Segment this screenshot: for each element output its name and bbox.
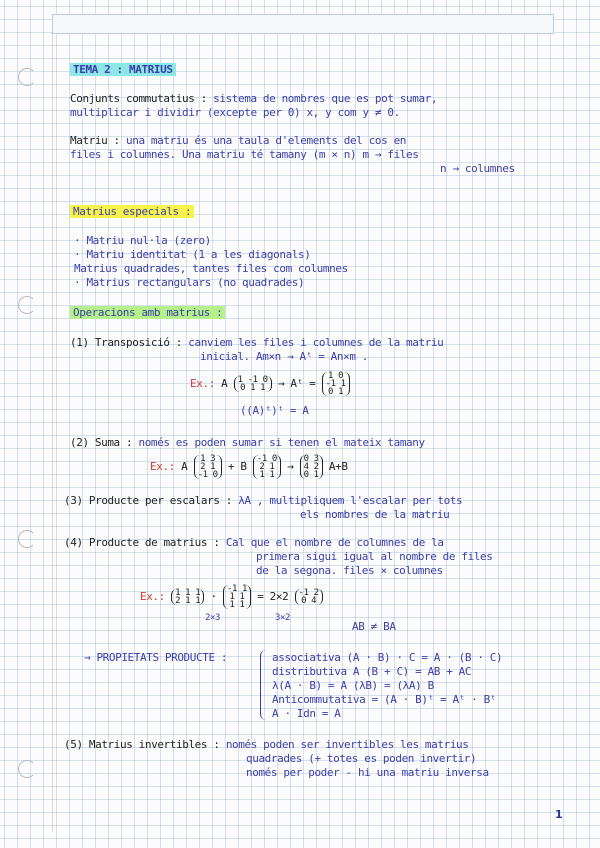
propietats-label: → PROPIETATS PRODUCTE : xyxy=(84,651,228,664)
property-item: distributiva A (B + C) = AB + AC xyxy=(272,665,472,678)
matrix-sum: 0 3 4 2 0 1 xyxy=(300,455,323,479)
properties-brace xyxy=(260,650,269,720)
producte-line-2: primera sigui igual al nombre de files xyxy=(256,550,493,563)
producte-example: Ex.: 1 1 1 2 1 1 · -1 1 1 1 1 1 = 2×2 -1 2 0 4 xyxy=(140,585,323,609)
especials-heading: Matrius especials : xyxy=(70,205,194,218)
escalar-line-1: (3) Producte per escalars : λA , multipliquem l'escalar per tots xyxy=(64,494,463,507)
binder-hole xyxy=(18,296,36,314)
matrix-a-dim: 2×3 xyxy=(205,613,221,623)
invertibles-line-3: només per poder - hi una matriu inversa xyxy=(246,766,489,779)
property-item: associativa (A · B) · C = A · (B · C) xyxy=(272,651,503,664)
especials-item: Matrius quadrades, tantes files com columnes xyxy=(74,262,348,275)
transposicio-line-1: (1) Transposició : canviem les files i columnes de la matriu xyxy=(70,336,444,349)
matrix-a: 1 3 2 1 -1 0 xyxy=(194,455,222,479)
matriu-line-2: files i columnes. Una matriu té tamany (m × n) m → files xyxy=(70,148,419,161)
margin-line xyxy=(52,32,53,832)
especials-item: · Matriu nul·la (zero) xyxy=(74,234,211,247)
non-commutative-note: AB ≠ BA xyxy=(352,620,396,633)
escalar-line-2: els nombres de la matriu xyxy=(300,508,450,521)
property-item: λ(A · B) = A (λB) = (λA) B xyxy=(272,679,434,692)
suma-example: Ex.: A 1 3 2 1 -1 0 + B -1 0 2 1 1 1 → 0 3 4 2 0 1 A+B xyxy=(150,454,348,480)
matriu-line-1: Matriu : una matriu és una taula d'elements del cos en xyxy=(70,134,407,147)
conjunts-line-1: Conjunts commutatius : sistema de nombres que es pot sumar, xyxy=(70,92,438,105)
matrix-b: -1 1 1 1 1 1 xyxy=(223,585,251,609)
matriu-line-3: n → columnes xyxy=(440,162,515,175)
matrix-b: -1 0 2 1 1 1 xyxy=(253,455,281,479)
conjunts-line-2: multiplicar i dividir (excepte per 0) x, y com y ≠ 0. xyxy=(70,106,400,119)
matrix-a-transposed: 1 0 -1 1 0 1 xyxy=(322,372,350,396)
suma-line: (2) Suma : només es poden sumar si tenen el mateix tamany xyxy=(70,436,425,449)
especials-item: · Matriu identitat (1 a les diagonals) xyxy=(74,248,311,261)
binder-hole xyxy=(18,68,36,86)
matrix-a: 1 1 1 2 1 1 xyxy=(171,589,204,605)
invertibles-line-2: quadrades (+ totes es poden invertir) xyxy=(246,752,477,765)
matrix-a: 1 -1 0 0 1 1 xyxy=(234,376,272,392)
operacions-heading: Operacions amb matrius : xyxy=(70,306,225,319)
binder-hole xyxy=(18,760,36,778)
transposicio-identity: ((A)ᵗ)ᵗ = A xyxy=(240,404,309,417)
especials-item: · Matrius rectangulars (no quadrades) xyxy=(74,276,305,289)
transposicio-line-2: inicial. Am×n → Aᵗ = An×m . xyxy=(200,350,369,363)
invertibles-line-1: (5) Matrius invertibles : només poden ser invertibles les matrius xyxy=(64,738,469,751)
producte-line-1: (4) Producte de matrius : Cal que el nombre de columnes de la xyxy=(64,536,444,549)
producte-line-3: de la segona. files × columnes xyxy=(256,564,443,577)
page-title: TEMA 2 : MATRIUS xyxy=(70,63,176,76)
matrix-b-dim: 3×2 xyxy=(275,613,291,623)
property-item: Anticommutativa = (A · B)ᵗ = Aᵗ · Bᵗ xyxy=(272,693,497,706)
property-item: A · Idn = A xyxy=(272,707,341,720)
binder-hole xyxy=(18,530,36,548)
transposicio-example: Ex.: A 1 -1 0 0 1 1 → Aᵗ = 1 0 -1 1 0 1 xyxy=(190,372,350,396)
matrix-product: -1 2 0 4 xyxy=(295,589,323,605)
page-number: 1 xyxy=(555,808,563,821)
header-band xyxy=(52,14,554,34)
